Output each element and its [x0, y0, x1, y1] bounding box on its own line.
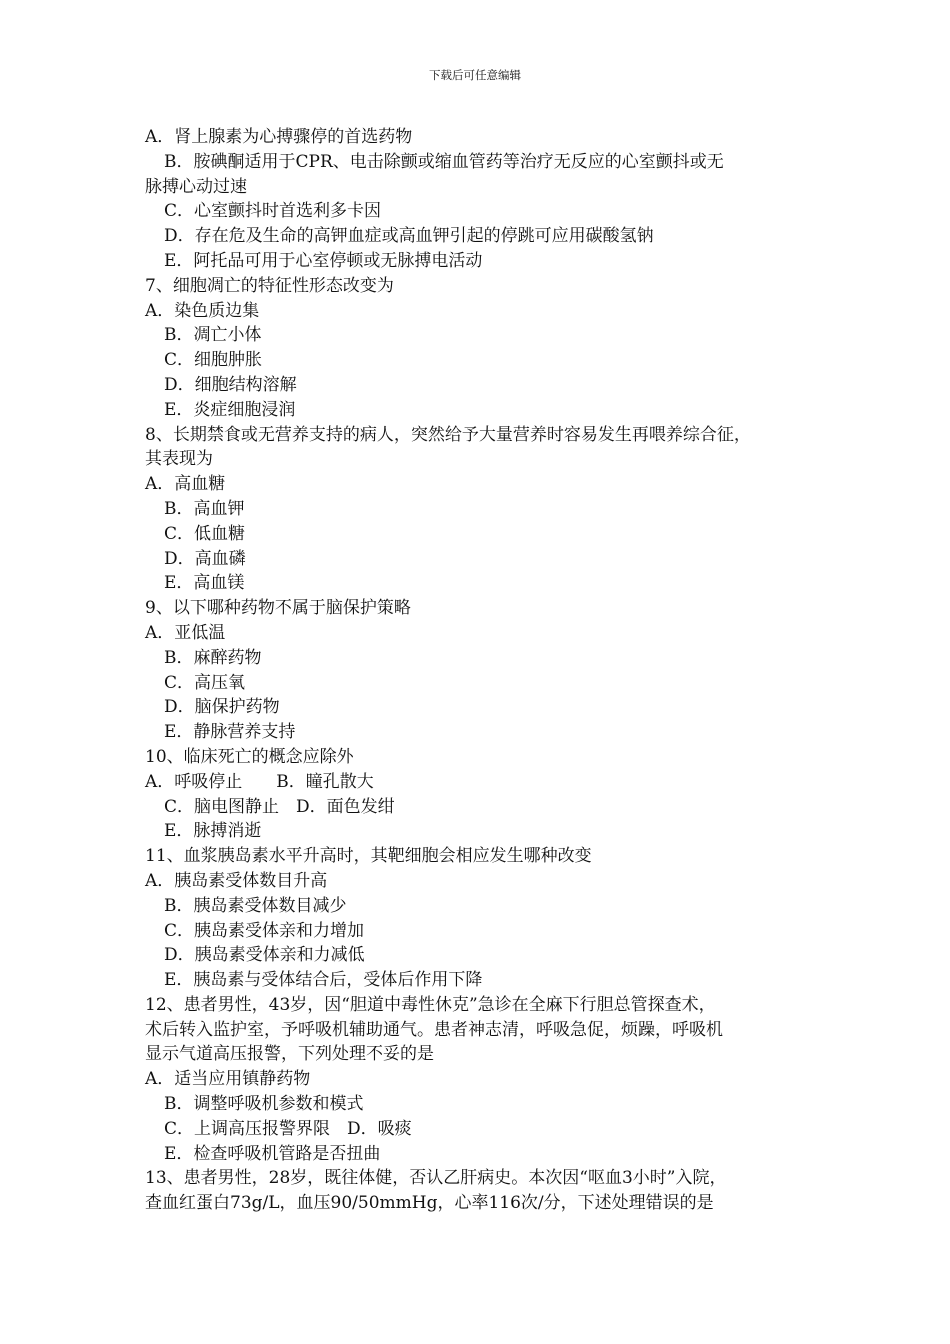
text-line: E．静脉营养支持 — [164, 722, 296, 743]
text-line: B．凋亡小体 — [164, 325, 262, 346]
text-line: 7、细胞凋亡的特征性形态改变为 — [145, 275, 394, 296]
text-line: 显示气道高压报警，下列处理不妥的是 — [145, 1044, 434, 1065]
text-line: B．调整呼吸机参数和模式 — [164, 1094, 364, 1115]
text-line: D．细胞结构溶解 — [164, 374, 297, 395]
text-line: 9、以下哪种药物不属于脑保护策略 — [145, 598, 411, 619]
text-line: 术后转入监护室，予呼吸机辅助通气。患者神志清，呼吸急促，烦躁，呼吸机 — [145, 1019, 723, 1040]
text-line: C．胰岛素受体亲和力增加 — [164, 920, 365, 941]
text-line: 13、患者男性，28岁，既往体健，否认乙肝病史。本次因“呕血3小时”入院， — [145, 1168, 727, 1189]
text-line: 其表现为 — [145, 449, 213, 470]
text-line: 查血红蛋白73g/L，血压90/50mmHg，心率116次/分，下述处理错误的是 — [145, 1193, 714, 1214]
text-line: D．存在危及生命的高钾血症或高血钾引起的停跳可应用碳酸氢钠 — [164, 226, 654, 247]
text-line: B．麻醉药物 — [164, 647, 262, 668]
text-line: E．检查呼吸机管路是否扭曲 — [164, 1143, 381, 1164]
text-line: 8、长期禁食或无营养支持的病人，突然给予大量营养时容易发生再喂养综合征， — [145, 424, 751, 445]
text-line: 脉搏心动过速 — [145, 176, 247, 197]
text-line: E．脉搏消逝 — [164, 821, 262, 842]
text-line: A．亚低温 — [145, 622, 226, 643]
text-line: B．胺碘酮适用于CPR、电击除颤或缩血管药等治疗无反应的心室颤抖或无 — [164, 151, 724, 172]
text-line: C．脑电图静止 D．面色发绀 — [164, 796, 395, 817]
page-header: 下载后可任意编辑 — [429, 68, 521, 82]
text-line: B．高血钾 — [164, 498, 245, 519]
text-line: A．呼吸停止 B．瞳孔散大 — [145, 771, 374, 792]
text-line: C．上调高压报警界限 D．吸痰 — [164, 1118, 412, 1139]
text-line: D．胰岛素受体亲和力减低 — [164, 945, 365, 966]
text-line: E．炎症细胞浸润 — [164, 399, 296, 420]
text-line: A．高血糖 — [145, 474, 226, 495]
text-line: C．低血糖 — [164, 523, 246, 544]
text-line: 11、血浆胰岛素水平升高时，其靶细胞会相应发生哪种改变 — [145, 846, 592, 867]
text-line: C．细胞肿胀 — [164, 350, 263, 371]
text-line: A．肾上腺素为心搏骤停的首选药物 — [145, 127, 413, 147]
text-line: 10、临床死亡的概念应除外 — [145, 746, 354, 767]
text-line: C．高压氧 — [164, 672, 246, 693]
text-line: E．阿托品可用于心室停顿或无脉搏电活动 — [164, 250, 483, 271]
text-line: A．染色质边集 — [145, 300, 260, 321]
text-line: 12、患者男性，43岁，因“胆道中毒性休克”急诊在全麻下行胆总管探查术， — [145, 994, 716, 1015]
document-body — [145, 125, 835, 1216]
text-line: D．脑保护药物 — [164, 697, 280, 718]
text-line: D．高血磷 — [164, 548, 246, 569]
text-line: C．心室颤抖时首选利多卡因 — [164, 201, 382, 222]
text-line: A．胰岛素受体数目升高 — [145, 870, 328, 891]
text-line: E．胰岛素与受体结合后，受体后作用下降 — [164, 970, 483, 991]
text-line: E．高血镁 — [164, 573, 245, 594]
text-line: B．胰岛素受体数目减少 — [164, 895, 347, 916]
text-line: A．适当应用镇静药物 — [145, 1069, 311, 1090]
